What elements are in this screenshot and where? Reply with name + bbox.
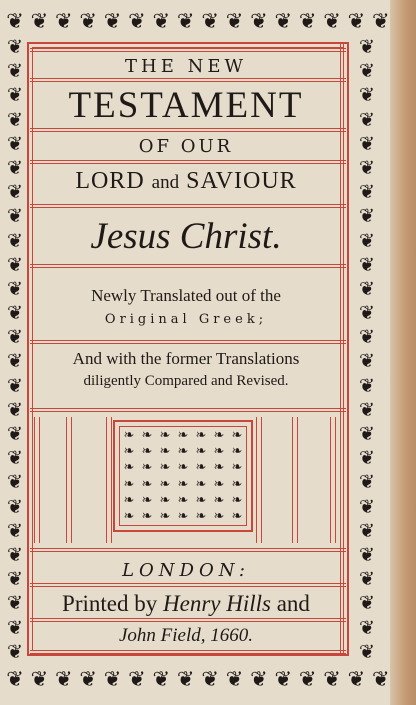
fleuron-ornament-icon: ❦ (7, 471, 23, 494)
fleuron-ornament-icon: ❦ (7, 36, 23, 58)
device-fleuron-icon: ❧ (177, 443, 189, 459)
fleuron-ornament-icon: ❦ (359, 229, 375, 252)
fleuron-ornament-icon: ❦ (359, 471, 375, 494)
fleuron-ornament-icon: ❦ (359, 374, 375, 397)
rule (30, 204, 346, 208)
fleuron-ornament-icon: ❦ (7, 181, 23, 204)
fleuron-ornament-icon: ❦ (359, 350, 375, 373)
fleuron-ornament-icon: ❦ (79, 666, 97, 691)
fleuron-ornament-icon: ❦ (359, 398, 375, 421)
fleuron-ornament-icon: ❦ (359, 253, 375, 276)
fleuron-ornament-icon: ❦ (359, 60, 375, 83)
fleuron-ornament-icon: ❦ (7, 519, 23, 542)
rule (30, 340, 346, 344)
device-fleuron-icon: ❧ (213, 509, 225, 525)
fleuron-ornament-icon: ❦ (274, 666, 293, 691)
fleuron-ornament-icon: ❦ (7, 156, 23, 179)
device-fleuron-icon: ❧ (123, 427, 135, 443)
fleuron-ornament-icon: ❦ (7, 302, 23, 325)
fleuron-ornament-icon: ❦ (7, 350, 23, 373)
fleuron-ornament-icon: ❦ (128, 666, 146, 691)
rule (30, 78, 346, 82)
fleuron-ornament-icon: ❦ (7, 640, 23, 663)
device-fleuron-icon: ❧ (177, 509, 189, 525)
rule (30, 650, 346, 654)
title-line-original-greek: Original Greek; (104, 312, 268, 327)
fleuron-ornament-icon: ❦ (359, 277, 375, 300)
fleuron-ornament-icon: ❦ (359, 326, 375, 349)
fleuron-ornament-icon: ❦ (30, 8, 49, 33)
fleuron-ornament-icon: ❦ (359, 423, 375, 445)
device-fleuron-icon: ❧ (195, 509, 207, 525)
rule (30, 408, 346, 412)
imprint-place: LONDON: (122, 560, 250, 581)
rule (30, 618, 346, 622)
device-fleuron-icon: ❧ (213, 443, 225, 459)
imprint-printed-by-label: Printed by (62, 591, 158, 616)
panel-rule (106, 417, 112, 543)
title-line-the-new: THE NEW (125, 56, 247, 77)
rule (30, 548, 346, 552)
panel-rule (256, 417, 262, 543)
panel-rule (34, 417, 40, 543)
fleuron-ornament-icon: ❦ (30, 666, 49, 691)
fleuron-ornament-icon: ❦ (359, 616, 375, 639)
fleuron-ornament-icon: ❦ (7, 423, 23, 445)
device-fleuron-icon: ❧ (231, 460, 243, 476)
device-fleuron-icon: ❧ (177, 492, 189, 508)
fleuron-ornament-icon: ❦ (359, 447, 375, 470)
fleuron-ornament-icon: ❦ (359, 519, 375, 542)
title-line-compared-revised: diligently Compared and Revised. (83, 373, 289, 389)
word-lord: LORD (75, 168, 145, 194)
rule (30, 583, 346, 587)
title-line-lord-saviour (30, 168, 342, 195)
device-fleuron-icon: ❧ (159, 443, 171, 459)
device-fleuron-icon: ❧ (123, 492, 135, 508)
fleuron-ornament-icon: ❦ (7, 568, 23, 591)
fleuron-ornament-icon: ❦ (298, 8, 317, 33)
device-fleuron-icon: ❧ (159, 460, 171, 476)
device-fleuron-icon: ❧ (123, 443, 135, 459)
fleuron-ornament-icon: ❦ (128, 8, 146, 33)
device-fleuron-icon: ❧ (213, 460, 225, 476)
page-edge (390, 0, 416, 705)
device-fleuron-icon: ❧ (177, 460, 189, 476)
device-fleuron-icon: ❧ (195, 460, 207, 476)
device-fleuron-icon: ❧ (213, 427, 225, 443)
imprint-and: and (276, 591, 310, 616)
panel-rule (292, 417, 298, 543)
rule (30, 128, 346, 132)
fleuron-ornament-icon: ❦ (79, 8, 97, 33)
device-fleuron-icon: ❧ (159, 509, 171, 525)
top-ornament-border (4, 6, 392, 36)
fleuron-ornament-icon: ❦ (7, 447, 23, 470)
word-saviour: SAVIOUR (186, 168, 297, 194)
fleuron-ornament-icon: ❦ (152, 666, 171, 691)
panel-rule (330, 417, 336, 543)
rule (30, 264, 346, 268)
device-fleuron-icon: ❧ (123, 509, 135, 525)
fleuron-ornament-icon: ❦ (7, 616, 23, 639)
fleuron-ornament-icon: ❦ (298, 666, 317, 691)
device-ornament-grid (119, 426, 247, 526)
device-fleuron-icon: ❧ (231, 443, 243, 459)
fleuron-ornament-icon: ❦ (103, 8, 122, 33)
device-fleuron-icon: ❧ (123, 460, 135, 476)
fleuron-ornament-icon: ❦ (7, 205, 23, 228)
device-fleuron-icon: ❧ (195, 492, 207, 508)
right-ornament-border (352, 38, 382, 662)
device-fleuron-icon: ❧ (195, 427, 207, 443)
fleuron-ornament-icon: ❦ (7, 229, 23, 252)
bottom-ornament-border (4, 664, 392, 694)
fleuron-ornament-icon: ❦ (323, 666, 341, 691)
fleuron-ornament-icon: ❦ (359, 592, 375, 615)
device-fleuron-icon: ❧ (213, 476, 225, 492)
title-line-testament: TESTAMENT (68, 85, 304, 126)
fleuron-ornament-icon: ❦ (7, 132, 23, 155)
fleuron-ornament-icon: ❦ (225, 666, 244, 691)
fleuron-ornament-icon: ❦ (372, 8, 390, 33)
fleuron-ornament-icon: ❦ (201, 8, 219, 33)
device-fleuron-icon: ❧ (159, 476, 171, 492)
fleuron-ornament-icon: ❦ (54, 8, 73, 33)
fleuron-ornament-icon: ❦ (7, 374, 23, 397)
fleuron-ornament-icon: ❦ (250, 8, 268, 33)
fleuron-ornament-icon: ❦ (6, 8, 24, 33)
fleuron-ornament-icon: ❦ (7, 326, 23, 349)
fleuron-ornament-icon: ❦ (152, 8, 171, 33)
fleuron-ornament-icon: ❦ (250, 666, 268, 691)
device-fleuron-icon: ❧ (141, 476, 153, 492)
panel-rule (66, 417, 72, 543)
fleuron-ornament-icon: ❦ (359, 495, 375, 518)
rule (30, 48, 346, 52)
fleuron-ornament-icon: ❦ (359, 181, 375, 204)
fleuron-ornament-icon: ❦ (359, 36, 375, 58)
device-fleuron-icon: ❧ (141, 443, 153, 459)
fleuron-ornament-icon: ❦ (359, 205, 375, 228)
device-fleuron-icon: ❧ (159, 492, 171, 508)
fleuron-ornament-icon: ❦ (6, 666, 24, 691)
fleuron-ornament-icon: ❦ (359, 156, 375, 179)
fleuron-ornament-icon: ❦ (7, 60, 23, 83)
device-fleuron-icon: ❧ (141, 460, 153, 476)
fleuron-ornament-icon: ❦ (176, 666, 195, 691)
fleuron-ornament-icon: ❦ (54, 666, 73, 691)
device-fleuron-icon: ❧ (231, 492, 243, 508)
fleuron-ornament-icon: ❦ (323, 8, 341, 33)
printers-device-ornament (113, 420, 253, 532)
device-fleuron-icon: ❧ (141, 492, 153, 508)
left-ornament-border (0, 38, 30, 662)
fleuron-ornament-icon: ❦ (359, 543, 375, 566)
device-fleuron-icon: ❧ (177, 427, 189, 443)
device-fleuron-icon: ❧ (141, 509, 153, 525)
title-line-jesus-christ: Jesus Christ. (90, 216, 282, 257)
imprint-second-printer-year: John Field, 1660. (118, 625, 254, 646)
fleuron-ornament-icon: ❦ (7, 277, 23, 300)
title-line-newly-translated: Newly Translated out of the (91, 286, 281, 305)
fleuron-ornament-icon: ❦ (372, 666, 390, 691)
device-fleuron-icon: ❧ (195, 443, 207, 459)
device-fleuron-icon: ❧ (159, 427, 171, 443)
device-fleuron-icon: ❧ (231, 427, 243, 443)
fleuron-ornament-icon: ❦ (7, 253, 23, 276)
fleuron-ornament-icon: ❦ (7, 543, 23, 566)
fleuron-ornament-icon: ❦ (176, 8, 195, 33)
fleuron-ornament-icon: ❦ (7, 592, 23, 615)
fleuron-ornament-icon: ❦ (359, 640, 375, 663)
fleuron-ornament-icon: ❦ (359, 84, 375, 107)
fleuron-ornament-icon: ❦ (359, 302, 375, 325)
fleuron-ornament-icon: ❦ (7, 108, 23, 131)
fleuron-ornament-icon: ❦ (359, 108, 375, 131)
device-fleuron-icon: ❧ (213, 492, 225, 508)
fleuron-ornament-icon: ❦ (359, 132, 375, 155)
device-fleuron-icon: ❧ (123, 476, 135, 492)
fleuron-ornament-icon: ❦ (201, 666, 219, 691)
device-fleuron-icon: ❧ (231, 509, 243, 525)
rule (30, 160, 346, 164)
device-fleuron-icon: ❧ (177, 476, 189, 492)
imprint-printer-name: Henry Hills (163, 591, 271, 616)
fleuron-ornament-icon: ❦ (7, 398, 23, 421)
fleuron-ornament-icon: ❦ (7, 495, 23, 518)
device-fleuron-icon: ❧ (195, 476, 207, 492)
device-fleuron-icon: ❧ (231, 476, 243, 492)
fleuron-ornament-icon: ❦ (7, 84, 23, 107)
title-line-of-our: OF OUR (138, 136, 234, 157)
title-line-former-translations: And with the former Translations (72, 349, 300, 368)
device-fleuron-icon: ❧ (141, 427, 153, 443)
fleuron-ornament-icon: ❦ (359, 568, 375, 591)
fleuron-ornament-icon: ❦ (225, 8, 244, 33)
fleuron-ornament-icon: ❦ (274, 8, 293, 33)
word-and: and (151, 172, 180, 193)
fleuron-ornament-icon: ❦ (347, 666, 366, 691)
fleuron-ornament-icon: ❦ (103, 666, 122, 691)
fleuron-ornament-icon: ❦ (347, 8, 366, 33)
imprint-printed-by (30, 591, 342, 617)
